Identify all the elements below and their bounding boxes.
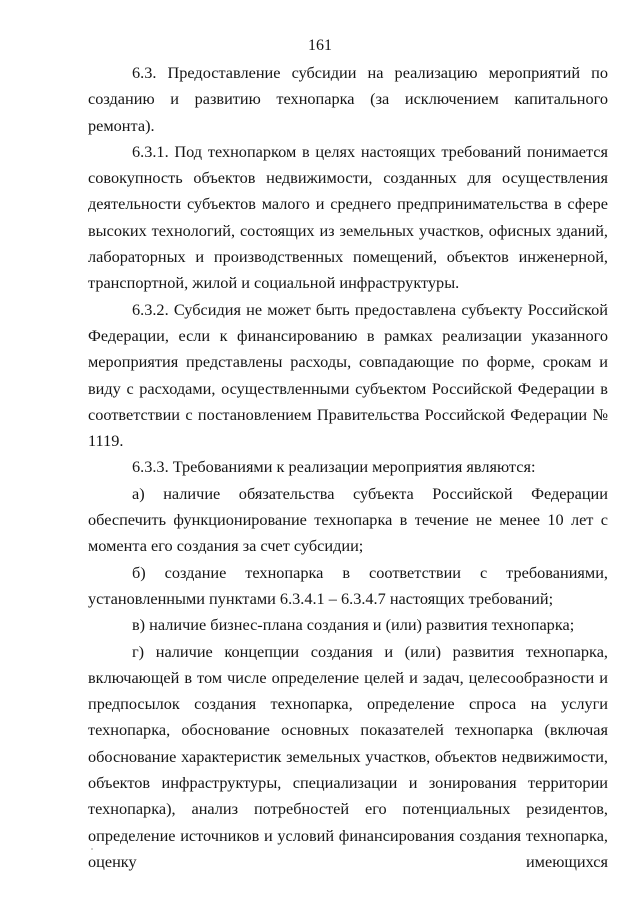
list-item-v: в) наличие бизнес-плана создания и (или) развития технопарка; [132,615,575,635]
paragraph-6-3: 6.3. Предоставление субсидии на реализацию мероприятий по созданию и развитию технопарка (за исключением капитального ремонта). [88,63,608,135]
list-item-a: а) наличие обязательства субъекта Российской Федерации обеспечить функционирование технопарка в течение не менее 10 лет с момента его создания за счет субсидии; [88,483,608,556]
paragraph-6-3-3: 6.3.3. Требованиями к реализации мероприятия являются: [132,457,536,477]
list-item-g: г) наличие концепции создания и (или) развития технопарка, включающей в том числе определение целей и задач, целесообразности и предпосылок создания технопарка, определение спроса на услуги технопарка, обоснование основных показателей технопарка (включая обоснование характеристик земельных участков, объектов недвижимости, объектов инфраструктуры, специализации и зонирования территории технопарка), анализ потребностей его потенциальных резидентов, определение источников и условий финансирования создания технопарка, оценку имеющихся [88,641,608,871]
list-item-b: б) создание технопарка в соответствии с требованиями, установленными пунктами 6.3.4.1 – 6.3.4.7 настоящих требований; [88,562,608,608]
page-number: 161 [308,37,332,54]
paragraph-6-3-1: 6.3.1. Под технопарком в целях настоящих требований понимается совокупность объектов недвижимости, созданных для осуществления деятельности субъектов малого и среднего предпринимательства в сфере высоких технологий, состоящих из земельных участков, офисных зданий, лабораторных и производственных помещений, объектов инженерной, транспортной, жилой и социальной инфраструктуры. [88,141,608,293]
paragraph-6-3-2: 6.3.2. Субсидия не может быть предоставлена субъекту Российской Федерации, если к финансированию в рамках реализации указанного мероприятия представлены расходы, совпадающие по форме, срокам и виду с расходами, осуществленными субъектом Российской Федерации в соответствии с постановлением Правительства Российской Федерации № 1119. [88,299,608,451]
scan-speck [91,848,93,850]
document-body [88,60,608,875]
